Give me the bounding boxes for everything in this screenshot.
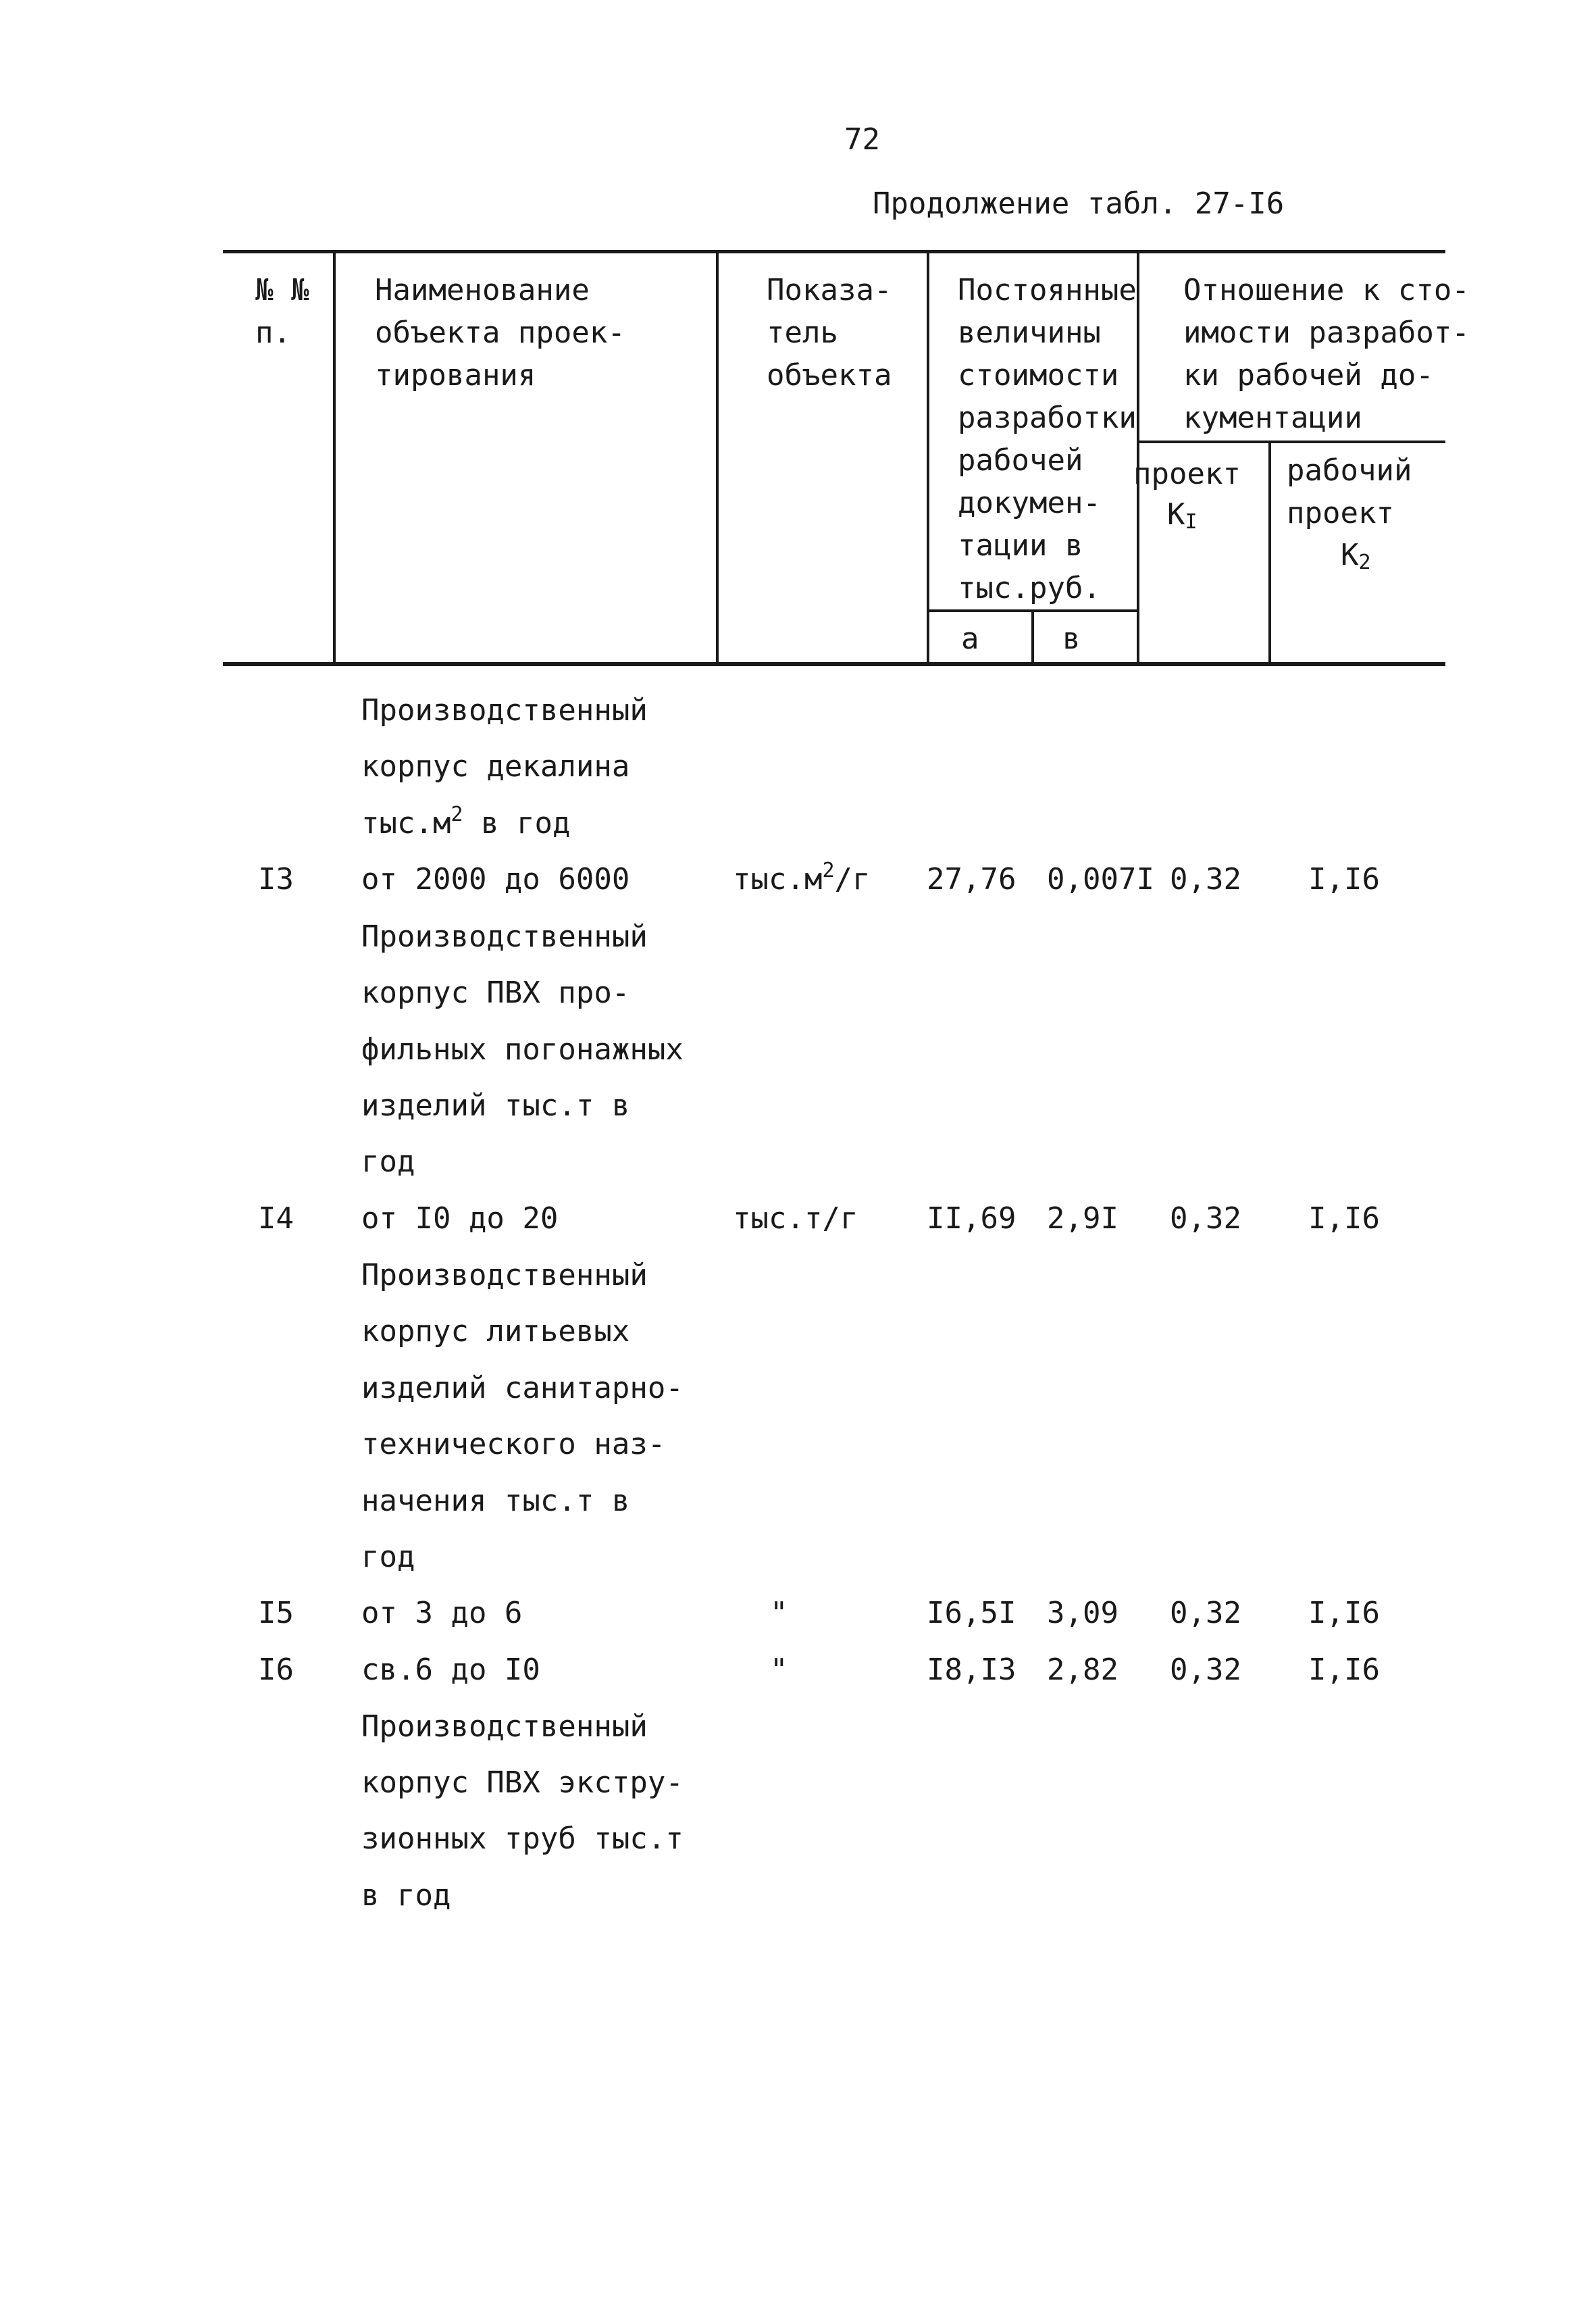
desc-line: корпус ПВХ про- <box>361 976 630 1010</box>
row-name: св.6 до I0 <box>361 1653 540 1687</box>
desc-line: технического наз- <box>361 1427 666 1461</box>
row-b: 3,09 <box>1047 1596 1118 1630</box>
header-project: проект <box>1133 457 1241 491</box>
desc-line: изделий тыс.т в <box>361 1088 630 1123</box>
desc-line: $тыс.м^2$ в год <box>361 803 571 840</box>
desc-line: изделий санитарно- <box>361 1371 684 1405</box>
row-name: от 3 до 6 <box>361 1596 523 1630</box>
row-k1: 0,32 <box>1170 1201 1241 1236</box>
col-divider-3 <box>927 251 929 665</box>
row-b: 2,9I <box>1047 1201 1118 1236</box>
row-indicator: тыс.т/г <box>733 1201 858 1236</box>
row-k1: 0,32 <box>1170 1653 1241 1687</box>
page-number: 72 <box>844 122 880 157</box>
header-ratio: Отношение к сто- имости разработ- ки рабочей до- кументации <box>1183 273 1470 435</box>
desc-line: в год <box>361 1878 451 1913</box>
col-divider-5 <box>1268 441 1271 665</box>
header-k1: $К_I$ <box>1167 497 1198 534</box>
desc-line: фильных погонажных <box>361 1032 684 1067</box>
desc-line: корпус литьевых <box>361 1314 630 1349</box>
desc-line: корпус декалина <box>361 749 630 784</box>
desc-line: Производственный <box>361 1709 648 1744</box>
row-k2: I,I6 <box>1308 862 1380 897</box>
header-working-project: рабочий проект <box>1287 453 1412 530</box>
header-sub-a: а <box>961 622 979 656</box>
row-k2: I,I6 <box>1308 1201 1380 1236</box>
col-divider-2 <box>716 251 719 665</box>
row-name: от 2000 до 6000 <box>361 862 630 897</box>
row-k2: I,I6 <box>1308 1653 1380 1687</box>
row-num: I4 <box>258 1201 294 1236</box>
row-a: I6,5I <box>927 1596 1016 1630</box>
ratio-sub-rule <box>1137 441 1445 443</box>
row-b: 0,007I <box>1047 862 1154 897</box>
row-indicator: " <box>770 1596 788 1630</box>
header-num: № № п. <box>255 273 309 350</box>
desc-line: Производственный <box>361 693 648 728</box>
row-a: II,69 <box>927 1201 1016 1236</box>
header-sub-b: в <box>1062 622 1081 656</box>
header-k2: $К_2$ <box>1341 538 1371 574</box>
desc-line: Производственный <box>361 1258 648 1292</box>
row-k1: 0,32 <box>1170 1596 1241 1630</box>
row-k2: I,I6 <box>1308 1596 1380 1630</box>
table-caption: Продолжение табл. 27-I6 <box>873 186 1285 221</box>
col-divider-ab <box>1031 609 1034 665</box>
row-indicator: " <box>770 1653 788 1687</box>
col-divider-1 <box>333 251 336 665</box>
desc-line: год <box>361 1540 415 1574</box>
row-num: I5 <box>258 1596 294 1630</box>
row-b: 2,82 <box>1047 1653 1118 1687</box>
desc-line: начения тыс.т в <box>361 1484 630 1518</box>
header-indicator: Показа- тель объекта <box>767 273 892 393</box>
desc-line: корпус ПВХ экстру- <box>361 1765 684 1800</box>
row-k1: 0,32 <box>1170 862 1241 897</box>
header-constants: Постоянные величины стоимости разработки рабочей докумен- тации в тыс.руб. <box>958 273 1137 605</box>
row-indicator: $тыс.м^2/г$ <box>733 859 871 897</box>
header-name: Наименование объекта проек- тирования <box>375 273 625 393</box>
row-num: I6 <box>258 1653 294 1687</box>
row-a: I8,I3 <box>927 1653 1016 1687</box>
row-a: 27,76 <box>927 862 1016 897</box>
desc-line: год <box>361 1145 415 1179</box>
header-bottom-rule <box>223 662 1445 666</box>
row-name: от I0 до 20 <box>361 1201 559 1236</box>
row-num: I3 <box>258 862 294 897</box>
header-top-rule <box>223 250 1445 253</box>
desc-line: зионных труб тыс.т <box>361 1821 684 1856</box>
desc-line: Производственный <box>361 920 648 954</box>
